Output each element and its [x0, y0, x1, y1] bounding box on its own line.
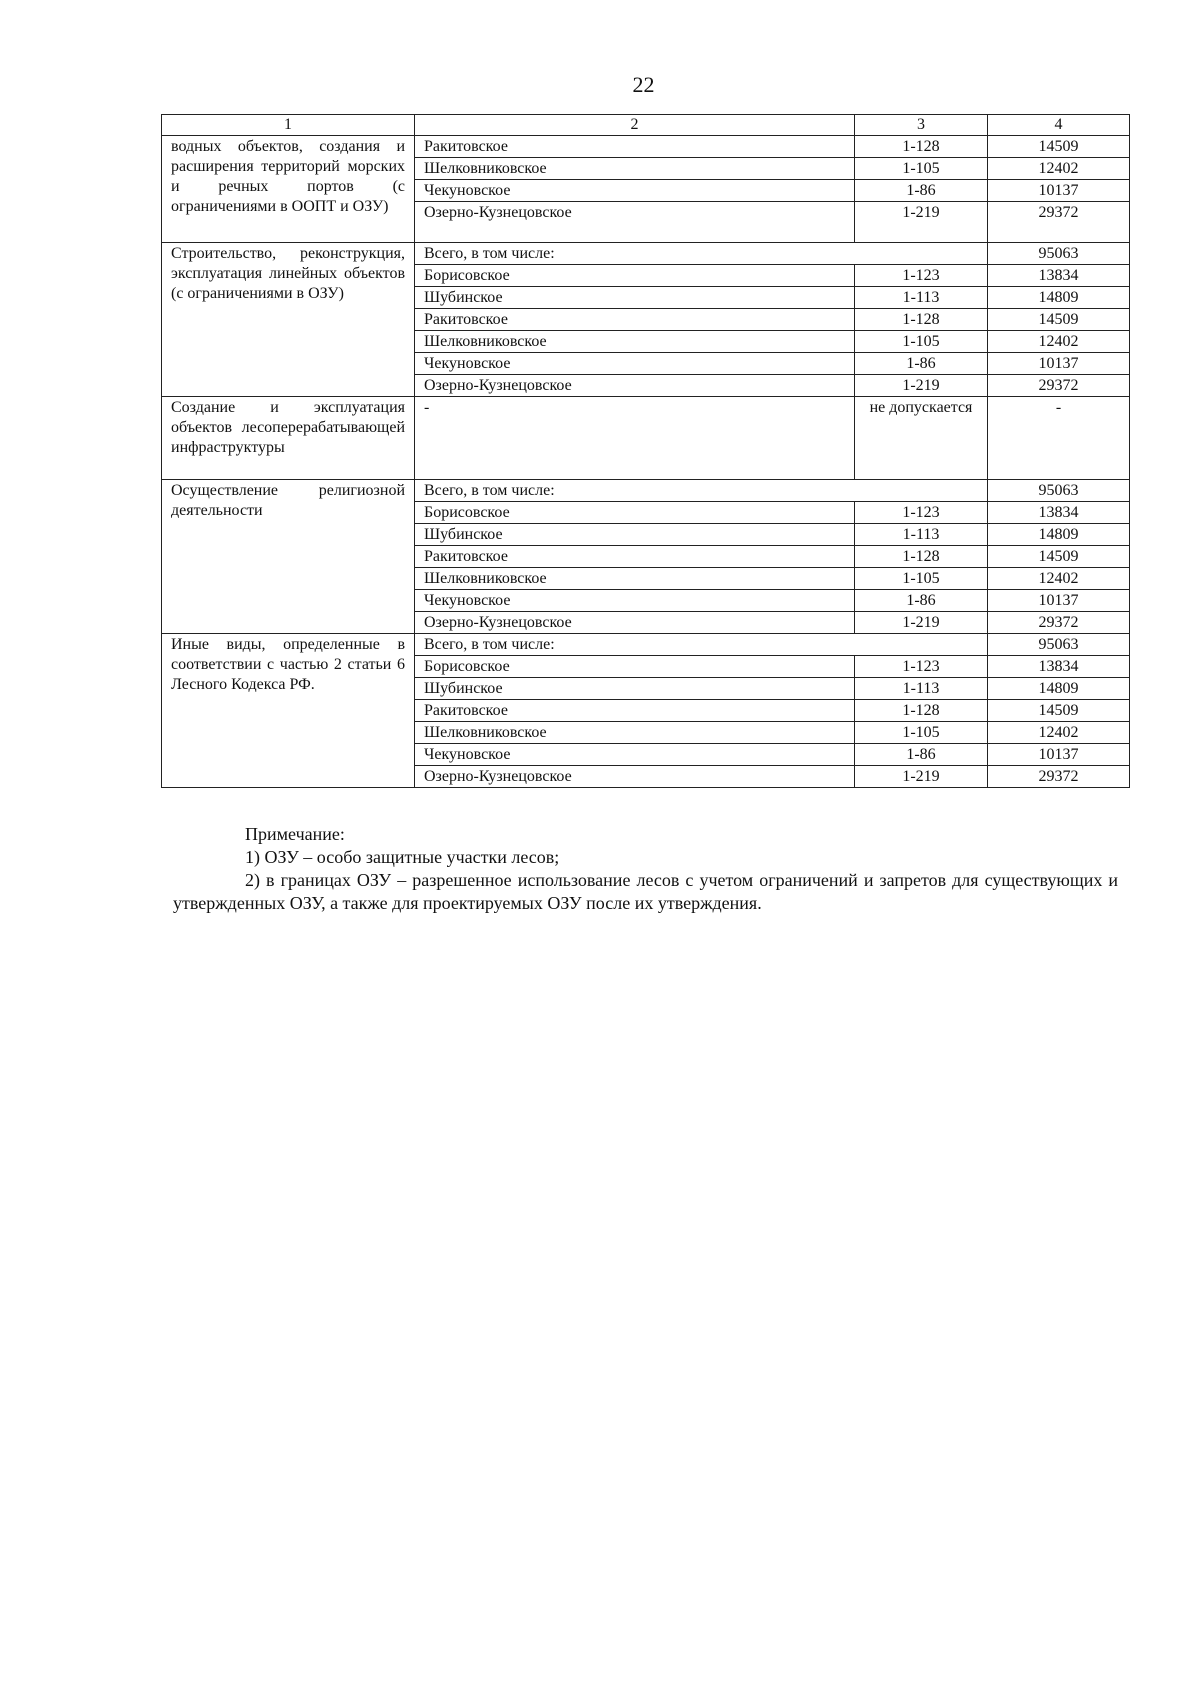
- note-section: [173, 823, 1118, 915]
- table-row: [162, 397, 1130, 480]
- district-cell: Шелковниковское: [415, 722, 855, 744]
- district-cell: Шелковниковское: [415, 158, 855, 180]
- area-cell: 14509: [988, 136, 1130, 158]
- column-header: 2: [415, 115, 855, 136]
- area-cell: 29372: [988, 202, 1130, 243]
- district-cell: Озерно-Кузнецовское: [415, 202, 855, 243]
- district-cell: Чекуновское: [415, 353, 855, 375]
- area-cell: 14809: [988, 678, 1130, 700]
- code-cell: 1-86: [855, 590, 988, 612]
- code-cell: 1-128: [855, 700, 988, 722]
- area-cell: 10137: [988, 353, 1130, 375]
- area-cell: 29372: [988, 612, 1130, 634]
- code-cell: 1-219: [855, 612, 988, 634]
- area-cell: 12402: [988, 158, 1130, 180]
- code-cell: 1-128: [855, 309, 988, 331]
- code-cell: не допускается: [855, 397, 988, 480]
- district-cell: Шубинское: [415, 678, 855, 700]
- district-cell: Борисовское: [415, 656, 855, 678]
- area-cell: 10137: [988, 590, 1130, 612]
- total-cell: 95063: [988, 480, 1130, 502]
- district-cell: Шелковниковское: [415, 568, 855, 590]
- total-label-cell: Всего, в том числе:: [415, 634, 988, 656]
- district-cell: Озерно-Кузнецовское: [415, 766, 855, 788]
- table-row: [162, 243, 1130, 265]
- district-cell: Борисовское: [415, 502, 855, 524]
- code-cell: 1-128: [855, 546, 988, 568]
- code-cell: 1-86: [855, 744, 988, 766]
- land-use-table: [161, 114, 1130, 788]
- code-cell: 1-105: [855, 331, 988, 353]
- district-cell: Ракитовское: [415, 136, 855, 158]
- code-cell: 1-123: [855, 656, 988, 678]
- area-cell: -: [988, 397, 1130, 480]
- code-cell: 1-113: [855, 287, 988, 309]
- total-cell: 95063: [988, 634, 1130, 656]
- area-cell: 14509: [988, 309, 1130, 331]
- code-cell: 1-219: [855, 375, 988, 397]
- note-item-1: 1) ОЗУ – особо защитные участки лесов;: [245, 847, 560, 867]
- code-cell: 1-105: [855, 158, 988, 180]
- area-cell: 14509: [988, 700, 1130, 722]
- note-item-2: 2) в границах ОЗУ – разрешенное использование лесов с учетом ограничений и запретов для существующих и утвержденных ОЗУ, а также для проектируемых ОЗУ после их утверждения.: [173, 870, 1118, 913]
- activity-cell: Строительство, реконструкция, эксплуатация линейных объектов (с ограничениями в ОЗУ): [162, 243, 415, 397]
- code-cell: 1-219: [855, 766, 988, 788]
- district-cell: Озерно-Кузнецовское: [415, 375, 855, 397]
- area-cell: 12402: [988, 331, 1130, 353]
- code-cell: 1-123: [855, 502, 988, 524]
- activity-cell: водных объектов, создания и расширения территорий морских и речных портов (с ограничениями в ООПТ и ОЗУ): [162, 136, 415, 243]
- district-cell: Ракитовское: [415, 309, 855, 331]
- area-cell: 10137: [988, 180, 1130, 202]
- district-cell: Шелковниковское: [415, 331, 855, 353]
- code-cell: 1-113: [855, 678, 988, 700]
- district-cell: Шубинское: [415, 287, 855, 309]
- code-cell: 1-105: [855, 568, 988, 590]
- area-cell: 13834: [988, 502, 1130, 524]
- column-header: 1: [162, 115, 415, 136]
- area-cell: 10137: [988, 744, 1130, 766]
- code-cell: 1-113: [855, 524, 988, 546]
- table-header-row: [162, 115, 1130, 136]
- district-cell: Чекуновское: [415, 744, 855, 766]
- area-cell: 13834: [988, 656, 1130, 678]
- area-cell: 12402: [988, 568, 1130, 590]
- activity-cell: Осуществление религиозной деятельности: [162, 480, 415, 634]
- area-cell: 13834: [988, 265, 1130, 287]
- district-cell: Ракитовское: [415, 700, 855, 722]
- column-header: 4: [988, 115, 1130, 136]
- code-cell: 1-86: [855, 180, 988, 202]
- column-header: 3: [855, 115, 988, 136]
- code-cell: 1-86: [855, 353, 988, 375]
- area-cell: 14809: [988, 287, 1130, 309]
- district-cell: Ракитовское: [415, 546, 855, 568]
- area-cell: 12402: [988, 722, 1130, 744]
- code-cell: 1-219: [855, 202, 988, 243]
- code-cell: 1-128: [855, 136, 988, 158]
- total-label-cell: Всего, в том числе:: [415, 243, 988, 265]
- area-cell: 14809: [988, 524, 1130, 546]
- district-cell: Шубинское: [415, 524, 855, 546]
- area-cell: 29372: [988, 766, 1130, 788]
- activity-cell: Иные виды, определенные в соответствии с частью 2 статьи 6 Лесного Кодекса РФ.: [162, 634, 415, 788]
- code-cell: 1-123: [855, 265, 988, 287]
- area-cell: 14509: [988, 546, 1130, 568]
- page-number: 22: [632, 72, 655, 97]
- total-label-cell: Всего, в том числе:: [415, 480, 988, 502]
- table-row: [162, 136, 1130, 158]
- area-cell: 29372: [988, 375, 1130, 397]
- table-row: [162, 480, 1130, 502]
- activity-cell: Создание и эксплуатация объектов лесоперерабатывающей инфраструктуры: [162, 397, 415, 480]
- note-title: Примечание:: [245, 824, 345, 844]
- district-cell: -: [415, 397, 855, 480]
- district-cell: Чекуновское: [415, 180, 855, 202]
- table-row: [162, 634, 1130, 656]
- district-cell: Озерно-Кузнецовское: [415, 612, 855, 634]
- total-cell: 95063: [988, 243, 1130, 265]
- code-cell: 1-105: [855, 722, 988, 744]
- district-cell: Чекуновское: [415, 590, 855, 612]
- district-cell: Борисовское: [415, 265, 855, 287]
